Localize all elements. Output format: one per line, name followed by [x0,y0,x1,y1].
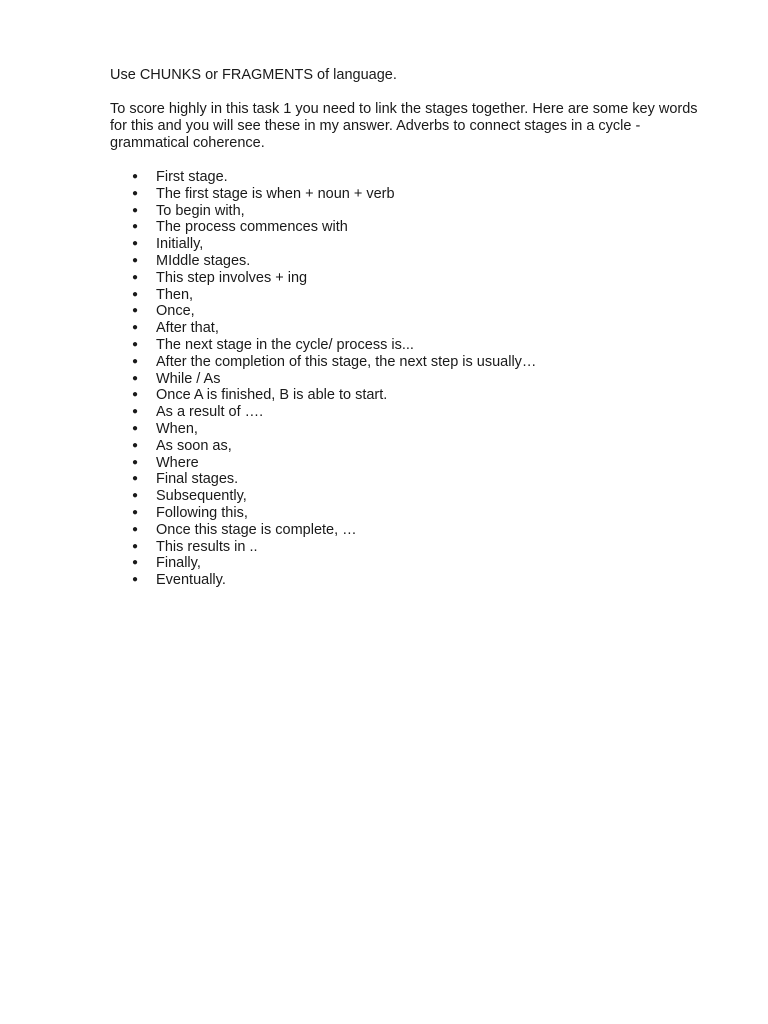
list-item [110,555,710,572]
bullet-icon: ● [132,506,139,518]
list-item [110,169,710,186]
list-item-text: Once, [156,303,195,320]
list-item-text: This results in .. [156,538,258,555]
intro-paragraph: To score highly in this task 1 you need to link the stages together. Here are some key words for this and you will see these in my answer. Adverbs to connect stages in a cycle - grammatical coherence. [110,101,698,151]
bullet-icon: ● [132,204,139,216]
list-item [110,488,710,505]
list-item [110,253,710,270]
list-item [110,438,710,455]
bullet-icon: ● [132,523,139,535]
bullet-icon: ● [132,305,139,317]
list-item [110,539,710,556]
bullet-icon: ● [132,171,139,182]
document-heading: Use CHUNKS or FRAGMENTS of language. [110,67,397,83]
bullet-icon: ● [132,557,139,569]
bullet-icon: ● [132,574,139,586]
list-item-text: The first stage is when + noun + verb [156,185,395,202]
list-item [110,387,710,404]
bullet-icon: ● [132,355,139,367]
bullet-icon: ● [132,439,139,451]
list-item [110,270,710,287]
list-item-text: MIddle stages. [156,252,251,269]
list-item [110,186,710,203]
list-item [110,371,710,388]
list-item-text: Subsequently, [156,488,247,505]
bullet-icon: ● [132,254,139,266]
list-item [110,219,710,236]
bullet-icon: ● [132,540,139,552]
list-item [110,471,710,488]
bullet-icon: ● [132,406,139,418]
bullet-icon: ● [132,372,139,384]
list-item-text: The next stage in the cycle/ process is... [156,336,414,353]
list-item [110,203,710,220]
list-item [110,287,710,304]
list-item-text: After that, [156,320,219,337]
document-page [110,67,710,589]
list-item [110,337,710,354]
list-item-text: Final stages. [156,471,239,488]
list-item-text: As soon as, [156,437,232,454]
bullet-icon: ● [132,422,139,434]
bullet-icon: ● [132,187,139,199]
list-item-text: Then, [156,286,194,303]
list-item [110,236,710,253]
list-item [110,421,710,438]
list-item-text: To begin with, [156,202,245,219]
bullet-icon: ● [132,322,139,334]
list-item-text: This step involves + ing [156,269,308,286]
list-item-text: Following this, [156,504,248,521]
bullet-icon: ● [132,389,139,401]
list-item [110,354,710,371]
bullet-icon: ● [132,456,139,468]
list-item [110,522,710,539]
list-item-text: Where [156,454,199,471]
list-item [110,572,710,589]
bullet-icon: ● [132,288,139,300]
list-item-text: The process commences with [156,219,348,236]
bullet-icon: ● [132,238,139,250]
list-item [110,303,710,320]
list-item-text: Once this stage is complete, … [156,521,357,538]
list-item [110,505,710,522]
list-item-text: As a result of …. [156,404,264,421]
list-item-text: Initially, [156,236,204,253]
list-item-text: Finally, [156,555,201,572]
list-item-text: Eventually. [156,572,226,589]
bullet-icon: ● [132,338,139,350]
list-item-text: Once A is finished, B is able to start. [156,387,388,404]
bullet-icon: ● [132,271,139,283]
list-item-text: While / As [156,370,221,387]
bullet-icon: ● [132,490,139,502]
bullet-icon: ● [132,221,139,233]
linking-phrases-list [110,169,710,589]
list-item [110,404,710,421]
list-item [110,320,710,337]
list-item-text: After the completion of this stage, the next step is usually… [156,353,537,370]
list-item [110,455,710,472]
list-item-text: When, [156,420,198,437]
list-item-text: First stage. [156,169,228,185]
bullet-icon: ● [132,473,139,485]
